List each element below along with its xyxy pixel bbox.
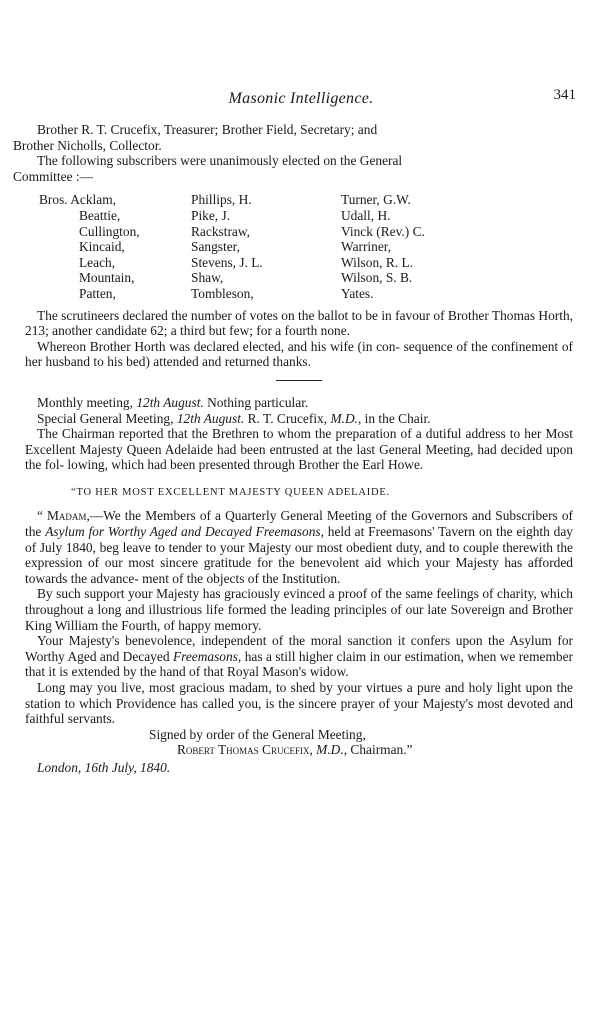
text-run: 1840, beg leave to tender to your Majesty our most obedient duty, and — [65, 539, 446, 555]
text-line: returned thanks. — [224, 354, 311, 370]
address-paragraph-4 — [25, 680, 573, 727]
text-run: ,—We the Members of a Quarterly General Meeting of the — [86, 508, 408, 524]
member-name: Turner, G.W. — [341, 192, 411, 208]
place-date-line — [25, 760, 573, 776]
text-run: you, is the sincere prayer of your Majesty's most devoted and faithful — [25, 695, 573, 727]
salutation: Madam — [47, 508, 87, 524]
page-number: 341 — [553, 87, 576, 103]
text-run: same feelings of charity, which throughout a long and illustrious life — [25, 586, 573, 618]
text-line: The Chairman reported that the Brethren to whom the preparation — [37, 426, 397, 442]
member-name: Udall, H. — [341, 207, 391, 223]
text-run: , in the — [357, 410, 395, 426]
institution-name: Freemasons, — [172, 648, 242, 664]
text-line: The scrutineers declared the number of votes on the ballot to be in — [37, 307, 392, 323]
text-run: William the Fourth, of happy memory. — [54, 617, 262, 633]
address-paragraph-2 — [25, 586, 573, 633]
text-run: , held at Freemasons' Tavern on the eighth day of July — [25, 524, 573, 555]
address-paragraph-1 — [25, 508, 573, 586]
page-header — [26, 87, 576, 112]
member-name: Kincaid, — [79, 239, 125, 255]
text-run: Long may you live, most gracious madam, to shed by your virtues a — [37, 680, 413, 695]
text-run: formed the leading principles of our late Sovereign and Brother King — [25, 602, 573, 633]
text-run: extended by the hand of that Royal Mason's widow. — [71, 664, 349, 680]
institution-name: Asylum for Worthy Aged and Decayed — [45, 524, 252, 540]
section-divider — [276, 380, 322, 381]
running-head: Masonic Intelligence. — [228, 90, 374, 107]
committee-members-list — [39, 192, 573, 301]
place-date: London, 16th July, 1840. — [37, 759, 171, 775]
institution-name: Freemasons — [255, 524, 321, 540]
members-column-3 — [341, 192, 511, 301]
member-name: Wilson, S. B. — [341, 270, 413, 286]
member-name: Leach, — [79, 254, 116, 270]
officers-paragraph — [13, 122, 573, 153]
text-line: The following subscribers were unanimously elected on the General — [37, 153, 403, 169]
text-line: Committee :— — [13, 168, 93, 184]
text-line: of a dutiful address to her Most Excellent Majesty Queen Adelaide had — [25, 426, 573, 457]
member-name: Patten, — [79, 285, 116, 301]
text-line: lowing, which had been presented through Brother the Earl Howe. — [67, 457, 424, 473]
body-text — [13, 122, 574, 776]
chairman-report-paragraph — [25, 426, 573, 473]
scrutineers-paragraph — [25, 308, 573, 339]
text-run: Monthly meeting, — [37, 394, 137, 410]
members-column-1 — [39, 192, 191, 301]
text-run: benevolent aid which your Majesty has afforded towards the advance- — [25, 555, 573, 586]
text-run: Nothing particular. — [203, 394, 309, 410]
member-name: Phillips, H. — [191, 192, 252, 208]
text-line: sequence of the confinement of her husband to his bed) attended and — [25, 338, 573, 370]
member-name: Stevens, J. L. — [191, 254, 263, 270]
member-name: Rackstraw, — [191, 223, 250, 239]
meeting-date: 12th August. — [136, 394, 204, 410]
member-name: Cullington, — [79, 223, 140, 239]
signer-line — [25, 742, 573, 758]
degree: M.D. — [330, 410, 358, 426]
text-line: favour of Brother Thomas Horth, 213; another candidate 62; a third — [25, 307, 573, 339]
text-line: but few; for a fourth none. — [208, 323, 351, 339]
member-name: Bros. Acklam, — [39, 192, 116, 208]
member-name: Mountain, — [79, 270, 135, 286]
whereon-paragraph — [25, 339, 573, 370]
text-run: “ — [37, 508, 48, 524]
signed-line: Signed by order of the General Meeting, — [149, 726, 366, 742]
text-line: Brother Nicholls, Collector. — [13, 137, 162, 153]
member-name: Sangster, — [191, 239, 240, 255]
text-run: Your Majesty's benevolence, independent of the moral sanction it — [37, 633, 406, 649]
member-name: Vinck (Rev.) C. — [341, 223, 425, 239]
address-heading: “TO HER MOST EXCELLENT MAJESTY QUEEN ADELAIDE. — [71, 486, 391, 498]
text-run: has a still higher claim in our estimation, when we remember that it is — [25, 648, 574, 680]
monthly-meeting-paragraph — [25, 395, 573, 411]
member-name: Tombleson, — [191, 285, 254, 301]
text-run: Governors and Subscribers of the — [25, 508, 573, 540]
degree: M.D. — [316, 742, 344, 758]
address-paragraph-3 — [25, 633, 573, 680]
member-name: Pike, J. — [191, 207, 231, 223]
text-line: been entrusted at the last General Meeting, had decided upon the fol- — [25, 441, 573, 473]
text-run: to couple therewith the expression of our most sincere gratitude for the — [25, 539, 573, 571]
text-run: Chair. — [398, 410, 431, 426]
member-name: Shaw, — [191, 270, 224, 286]
text-run: , — [309, 742, 317, 758]
text-run: confers upon the Asylum for Worthy Aged and Decayed — [25, 633, 573, 664]
member-name: Beattie, — [79, 207, 121, 223]
text-line: Whereon Brother Horth was declared elected, and his wife (in con- — [37, 338, 400, 354]
special-meeting-paragraph — [25, 411, 573, 427]
member-name: Wilson, R. L. — [341, 254, 413, 270]
members-column-2 — [191, 192, 341, 301]
text-run: ment of the objects of the Institution. — [142, 570, 341, 586]
member-name: Warriner, — [341, 239, 392, 255]
text-run: Special General Meeting, — [37, 410, 177, 426]
text-run: pure and holy light upon the station to which Providence has called — [25, 680, 573, 711]
meeting-date: 12th August. — [176, 410, 245, 426]
text-run: By such support your Majesty has graciously evinced a proof of the — [37, 586, 402, 602]
member-name: Yates. — [341, 285, 374, 301]
signer-role: , Chairman.” — [343, 742, 413, 758]
signer-name: Robert Thomas Crucefix — [177, 742, 310, 758]
text-run: servants. — [67, 711, 116, 727]
text-run: R. T. Crucefix, — [244, 410, 331, 426]
text-line: Brother R. T. Crucefix, Treasurer; Brother Field, Secretary; and — [37, 122, 378, 137]
committee-paragraph — [13, 153, 573, 184]
